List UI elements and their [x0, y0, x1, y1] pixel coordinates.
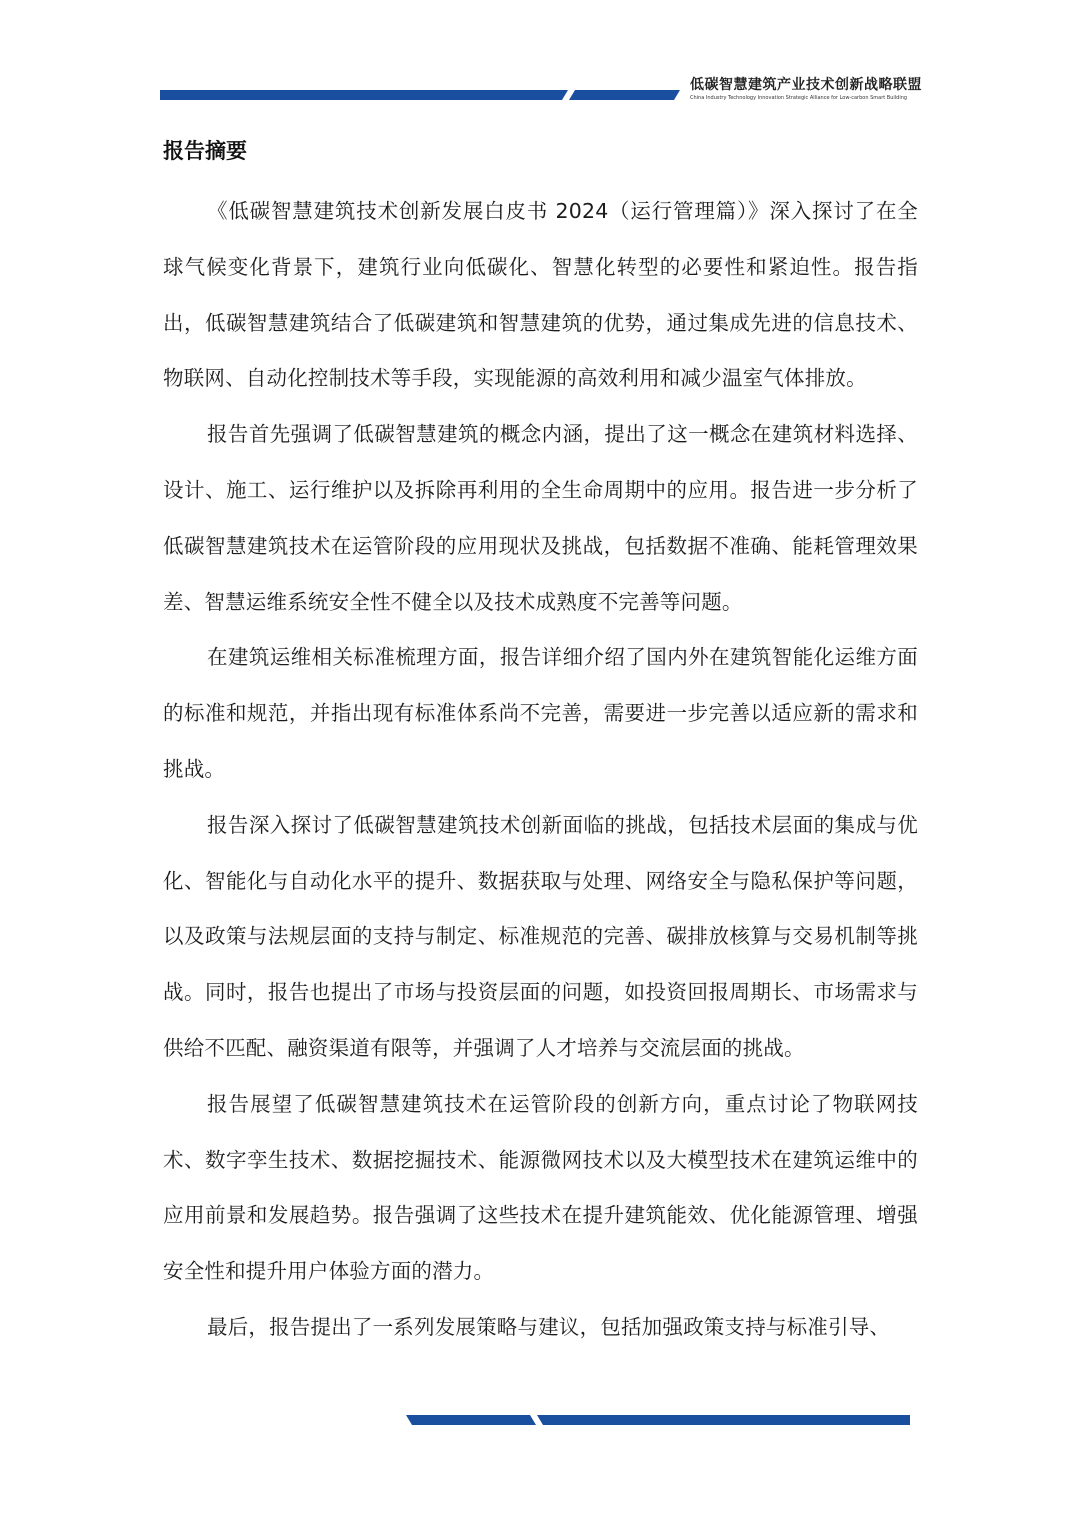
paragraph-6: 最后，报告提出了一系列发展策略与建议，包括加强政策支持与标准引导、: [207, 1314, 891, 1339]
header-org-name: 低碳智慧建筑产业技术创新战略联盟: [690, 77, 922, 93]
paragraph-3: 在建筑运维相关标准梳理方面，报告详细介绍了国内外在建筑智能化运维方面的标准和规范，并指出现有标准体系尚不完善，需要进一步完善以适应新的需求和挑战。: [163, 645, 918, 781]
paragraph-5: 报告展望了低碳智慧建筑技术在运管阶段的创新方向，重点讨论了物联网技术、数字孪生技术、数据挖掘技术、能源微网技术以及大模型技术在建筑运维中的应用前景和发展趋势。报告强调了这些技术在提升建筑能效、优化能源管理、增强安全性和提升用户体验方面的潜力。: [163, 1091, 918, 1284]
paragraph-1: 《低碳智慧建筑技术创新发展白皮书 2024（运行管理篇）》深入探讨了在全球气候变化背景下，建筑行业向低碳化、智慧化转型的必要性和紧迫性。报告指出，低碳智慧建筑结合了低碳建筑和智慧建筑的优势，通过集成先进的信息技术、物联网、自动化控制技术等手段，实现能源的高效利用和减少温室气体排放。: [163, 199, 918, 391]
footer-stripe: [0, 1405, 1080, 1435]
paragraph-4: 报告深入探讨了低碳智慧建筑技术创新面临的挑战，包括技术层面的集成与优化、智能化与自动化水平的提升、数据获取与处理、网络安全与隐私保护等问题，以及政策与法规层面的支持与制定、标准规范的完善、碳排放核算与交易机制等挑战。同时，报告也提出了市场与投资层面的问题，如投资回报周期长、市场需求与供给不匹配、融资渠道有限等，并强调了人才培养与交流层面的挑战。: [163, 812, 918, 1060]
section-title: 报告摘要: [163, 139, 247, 163]
paragraph-2: 报告首先强调了低碳智慧建筑的概念内涵，提出了这一概念在建筑材料选择、设计、施工、运行维护以及拆除再利用的全生命周期中的应用。报告进一步分析了低碳智慧建筑技术在运管阶段的应用现状及挑战，包括数据不准确、能耗管理效果差、智慧运维系统安全性不健全以及技术成熟度不完善等问题。: [163, 422, 918, 614]
report-summary: [163, 133, 918, 1356]
header-org-name-english: China Industry Technology Innovation Strategic Alliance for Low-carbon Smart Building: [690, 95, 908, 101]
